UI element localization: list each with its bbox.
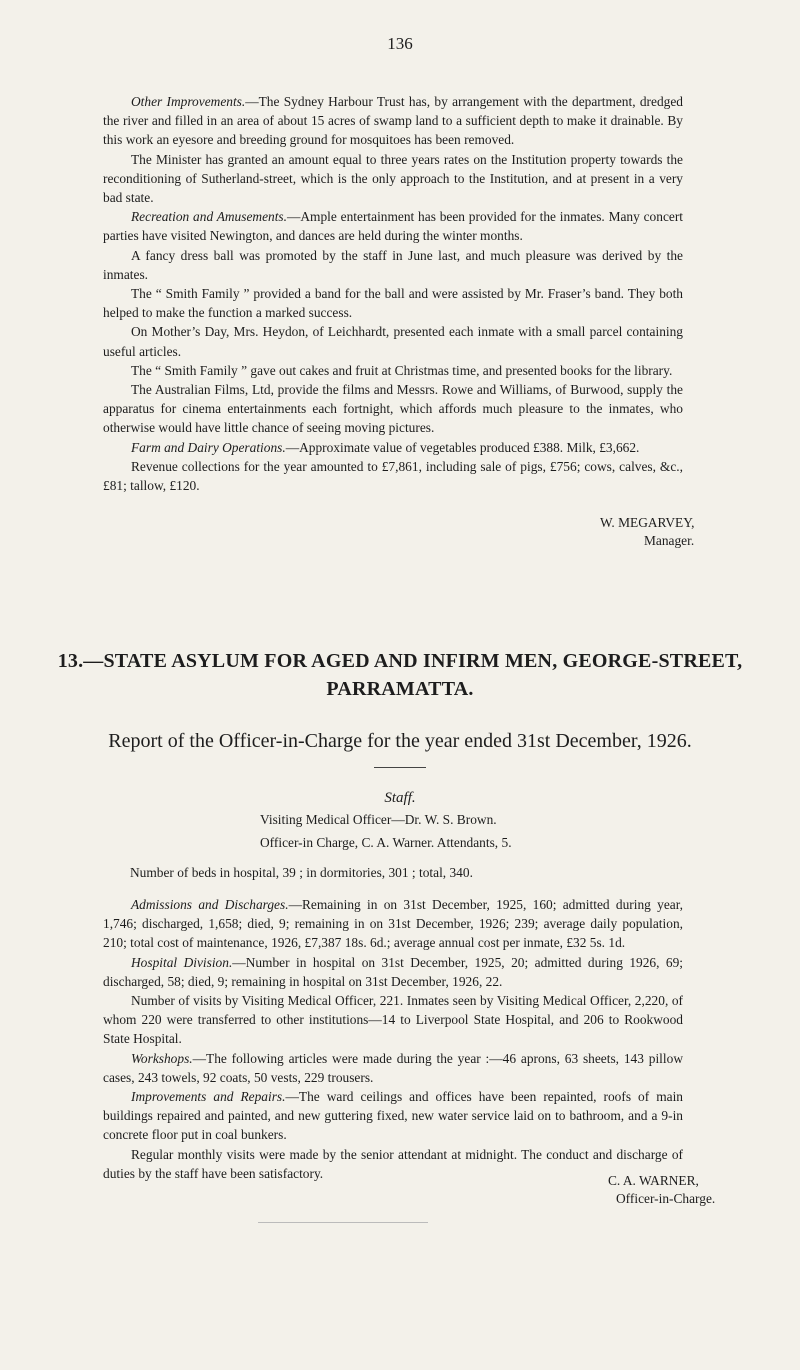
- paragraph-text: Number of visits by Visiting Medical Officer, 221. Inmates seen by Visiting Medical Officer, 2,220, of whom 220 were transferred to other institutions—14 to Liverpool State Hospital, and 206 to Rookwood State Hospital.: [103, 993, 683, 1047]
- paragraph-lead: Admissions and Discharges.: [131, 897, 289, 912]
- page-number: 136: [387, 34, 413, 53]
- paragraph: [103, 953, 683, 991]
- paragraph-text: —The following articles were made during the year :—46 aprons, 63 sheets, 143 pillow cases, 243 towels, 92 coats, 50 vests, 229 trousers.: [103, 1050, 683, 1085]
- paragraph-text: The “ Smith Family ” gave out cakes and fruit at Christmas time, and presented books for the library.: [131, 362, 673, 378]
- signature-title: Officer-in-Charge.: [616, 1191, 716, 1206]
- paragraph-text: —The Sydney Harbour Trust has, by arrangement with the department, dredged the river and filled in an area of about 15 acres of swamp land to a sufficient depth to make it drainable. By this work an eyesore and breeding ground for mosquitoes has been removed.: [103, 94, 683, 148]
- paragraph-lead: Other Improvements.: [131, 94, 246, 109]
- paragraph-text: The “ Smith Family ” provided a band for the ball and were assisted by Mr. Fraser’s band. They both helped to make the function a marked success.: [103, 286, 683, 321]
- paragraph: [103, 284, 683, 322]
- paragraph-text: Regular monthly visits were made by the senior attendant at midnight. The conduct and discharge of duties by the staff have been satisfactory.: [103, 1146, 683, 1181]
- paragraph: [103, 1087, 683, 1145]
- paragraph: [103, 457, 683, 495]
- report-title: Report of the Officer-in-Charge for the year ended 31st December, 1926.: [108, 730, 692, 752]
- paragraph: [103, 246, 683, 284]
- paragraph: [103, 361, 683, 380]
- signature-name: W. MEGARVEY,: [600, 515, 695, 530]
- staff-heading: Staff.: [384, 790, 416, 806]
- divider: [258, 1222, 428, 1223]
- paragraph-text: A fancy dress ball was promoted by the staff in June last, and much pleasure was derived by the inmates.: [103, 247, 683, 282]
- paragraph-text: The Minister has granted an amount equal to three years rates on the Institution property towards the reconditioning of Sutherland-street, which is the only approach to the Institution, and at present in a very bad state.: [103, 151, 683, 206]
- signature-name: C. A. WARNER,: [608, 1173, 699, 1188]
- paragraph: [103, 380, 683, 438]
- manager-signature: [600, 514, 695, 550]
- section-heading: 13.—STATE ASYLUM FOR AGED AND INFIRM MEN, GEORGE-STREET,: [57, 650, 743, 672]
- paragraph-text: —Approximate value of vegetables produced £388. Milk, £3,662.: [285, 439, 640, 455]
- paragraph-lead: Farm and Dairy Operations.: [131, 439, 286, 455]
- officer-signature: [608, 1172, 715, 1208]
- staff-line: Officer-in Charge, C. A. Warner. Attendants, 5.: [260, 835, 512, 850]
- section-body: [103, 895, 683, 1183]
- paragraph: [103, 991, 683, 1049]
- paragraph-text: On Mother’s Day, Mrs. Heydon, of Leichhardt, presented each inmate with a small parcel containing useful articles.: [103, 324, 683, 359]
- paragraph: [103, 207, 683, 245]
- paragraph-text: —Remaining in on 31st December, 1925, 160; admitted during year, 1,746; discharged, 1,658; died, 9; remaining in on 31st December, 1926; 239; average daily population, 210; total cost of maintenance, 1926, £7,387 18s. 6d.; average annual cost per inmate, £32 5s. 1d.: [103, 897, 684, 951]
- part1-body: [103, 92, 683, 495]
- paragraph: [103, 438, 683, 457]
- paragraph: [103, 1049, 683, 1087]
- paragraph: [103, 92, 683, 150]
- paragraph-text: —The ward ceilings and offices have been repainted, roofs of main buildings repaired and painted, and new guttering fixed, new water service laid on to bathroom, and a 9-in concrete floor put in coal bunkers.: [103, 1089, 684, 1143]
- paragraph: [103, 322, 683, 360]
- paragraph: [103, 1145, 683, 1183]
- paragraph-lead: Recreation and Amusements.: [131, 209, 287, 225]
- paragraph-text: The Australian Films, Ltd, provide the films and Messrs. Rowe and Williams, of Burwood, supply the apparatus for cinema entertainments each fortnight, which affords much pleasure to the inmates, who otherwise would have little chance of seeing moving pictures.: [103, 382, 683, 436]
- paragraph-lead: Hospital Division.: [131, 954, 233, 970]
- paragraph-text: Revenue collections for the year amounted to £7,861, including sale of pigs, £756; cows, calves, &c., £81; tallow, £120.: [103, 458, 683, 494]
- paragraph-text: —Number in hospital on 31st December, 1925, 20; admitted during 1926, 69; discharged, 58; died, 9; remaining in hospital on 31st December, 1926, 22.: [103, 954, 684, 989]
- section-heading-line2: PARRAMATTA.: [326, 678, 474, 700]
- paragraph-text: —Ample entertainment has been provided for the inmates. Many concert parties have visited Newington, and dances are held during the winter months.: [103, 209, 684, 244]
- staff-line: Visiting Medical Officer—Dr. W. S. Brown.: [260, 812, 497, 827]
- paragraph: [103, 895, 683, 953]
- signature-title: Manager.: [644, 533, 695, 548]
- paragraph-lead: Workshops.: [131, 1050, 193, 1066]
- divider: [374, 767, 426, 768]
- beds-line: Number of beds in hospital, 39 ; in dormitories, 301 ; total, 340.: [130, 865, 473, 880]
- paragraph: [103, 150, 683, 208]
- paragraph-lead: Improvements and Repairs.: [131, 1089, 286, 1105]
